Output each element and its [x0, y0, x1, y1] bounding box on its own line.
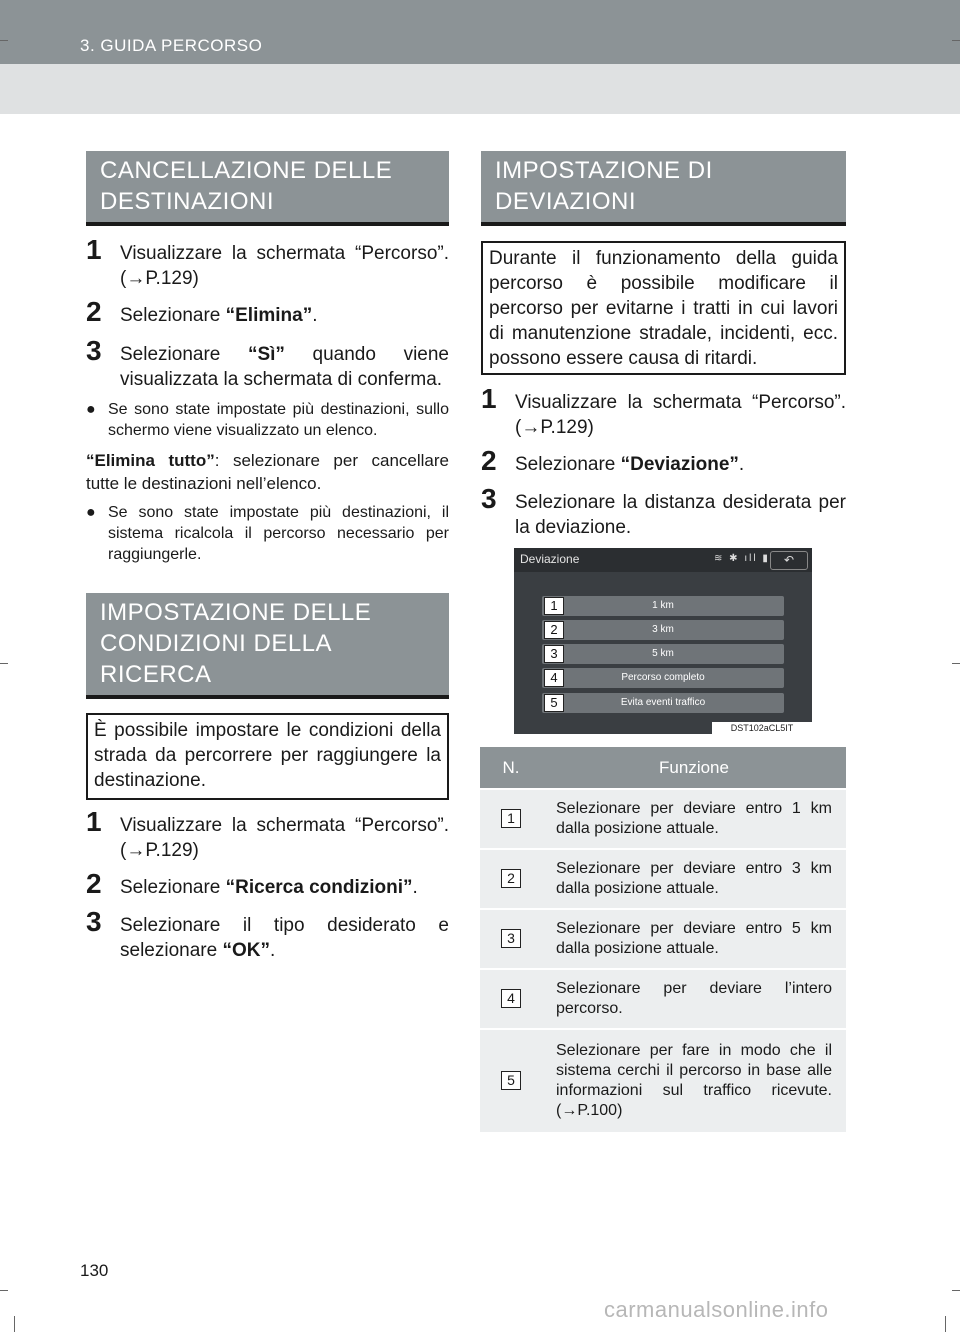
table-row — [480, 849, 846, 909]
step-text: Visualizzare la schermata “Percorso”. (→P.129) — [120, 243, 449, 289]
col-header-n: N. — [480, 747, 542, 789]
step-text-post: . — [412, 877, 418, 898]
crop-mark — [945, 1316, 946, 1332]
table-row — [480, 969, 846, 1029]
row-number-cell — [480, 849, 542, 909]
step-number: 3 — [86, 335, 102, 366]
step-2 — [86, 868, 449, 900]
step-text: Visualizzare la schermata “Percorso”. (→P.129) — [515, 392, 846, 438]
section-title-deviazioni — [481, 151, 846, 226]
bullet-text: Se sono state impostate più destinazioni, il sistema ricalcola il percorso necessario per raggiungerle. — [108, 504, 449, 563]
row-text: Selezionare per deviare entro 3 km dalla posizione attuale. — [542, 849, 846, 909]
section-title-line: CANCELLAZIONE DELLE — [100, 157, 393, 184]
step-text-post: . — [738, 454, 745, 475]
row-text: Selezionare per deviare entro 1 km dalla posizione attuale. — [542, 789, 846, 849]
step-text: Visualizzare la schermata “Percorso”. (→P.129) — [120, 815, 449, 861]
row-number: 5 — [501, 1071, 521, 1090]
page-number: 130 — [80, 1261, 109, 1280]
crop-mark — [0, 40, 8, 41]
table-row — [480, 909, 846, 969]
step-3 — [86, 335, 449, 392]
step-3 — [86, 906, 449, 963]
step-text-pre: Selezionare il tipo desiderato e selezionare — [120, 915, 449, 961]
row-number: 2 — [501, 869, 521, 888]
note-bullet — [86, 502, 449, 565]
section-title-line: DEVIAZIONI — [495, 188, 637, 215]
step-number: 3 — [86, 906, 102, 937]
crop-mark — [952, 663, 960, 664]
step-text-pre: Selezionare — [120, 344, 248, 365]
row-number-cell — [480, 1029, 542, 1133]
bullet-icon: ● — [86, 504, 96, 521]
option-full-route-button[interactable]: Percorso completo — [542, 668, 784, 688]
step-1 — [86, 806, 449, 863]
row-text: Selezionare per deviare l’intero percorso. — [542, 969, 846, 1029]
step-number: 2 — [86, 868, 102, 899]
step-text-bold: “Elimina” — [225, 305, 313, 326]
col-header-funzione: Funzione — [542, 747, 846, 789]
step-3 — [481, 483, 846, 540]
step-number: 3 — [481, 483, 497, 514]
step-text-bold: “OK” — [222, 940, 270, 961]
crop-mark — [952, 1290, 960, 1291]
back-icon[interactable]: ↶ — [770, 551, 808, 570]
row-number-cell — [480, 789, 542, 849]
intro-box: Durante il funzionamento della guida percorso è possibile modificare il percorso per evitarne i tratti in cui lavori di manutenzione stradale, incidenti, ecc. possono essere causa di ritardi. — [481, 241, 846, 375]
step-2 — [86, 296, 449, 328]
section-title-line: RICERCA — [100, 661, 212, 688]
section-title-line: DESTINAZIONI — [100, 188, 275, 215]
step-text-pre: Selezionare — [515, 454, 621, 475]
callout-number: 1 — [544, 597, 564, 615]
step-text-pre: Selezionare — [120, 305, 226, 326]
status-icons: ≋ ✱ ıll ▮ — [714, 553, 770, 564]
row-number: 3 — [501, 929, 521, 948]
option-5km-button[interactable]: 5 km — [542, 644, 784, 664]
table-row — [480, 789, 846, 849]
header-subband — [0, 64, 960, 114]
section-title-line: IMPOSTAZIONE DI — [495, 157, 713, 184]
row-text: Selezionare per deviare entro 5 km dalla posizione attuale. — [542, 909, 846, 969]
step-number: 1 — [481, 383, 497, 414]
step-text — [86, 342, 449, 392]
callout-number: 3 — [544, 645, 564, 663]
step-number: 1 — [86, 234, 102, 265]
intro-box: È possibile impostare le condizioni della strada da percorrere per raggiungere la destinazione. — [86, 713, 449, 800]
crop-mark — [14, 1316, 15, 1332]
image-code: DST102aCL5IT — [712, 722, 812, 734]
row-number-cell — [480, 969, 542, 1029]
step-text — [481, 452, 846, 477]
callout-number: 2 — [544, 621, 564, 639]
section-title-impostazione-condizioni — [86, 593, 449, 699]
crop-mark — [952, 40, 960, 41]
step-number: 1 — [86, 806, 102, 837]
section-title-cancellazione — [86, 151, 449, 226]
crop-mark — [0, 1290, 8, 1291]
screen-title: Deviazione — [520, 552, 580, 566]
step-text — [86, 875, 449, 900]
elimina-tutto-paragraph — [86, 449, 449, 495]
footer-watermark[interactable]: carmanualsonline.info — [604, 1297, 829, 1322]
row-number: 1 — [501, 809, 521, 828]
callout-number: 4 — [544, 669, 564, 687]
note-bullet — [86, 399, 449, 441]
row-number-cell — [480, 909, 542, 969]
step-text-bold: “Deviazione” — [620, 454, 739, 475]
row-text: Selezionare per fare in modo che il sistema cerchi il percorso in base alle informazioni sul traffico ricevute. (→P.100) — [542, 1029, 846, 1133]
callout-number: 5 — [544, 694, 564, 712]
para-text: : selezionare per cancellare tutte le destinazioni nell’elenco. — [86, 451, 449, 493]
option-1km-button[interactable]: 1 km — [542, 596, 784, 616]
step-1 — [86, 234, 449, 291]
step-2 — [481, 445, 846, 477]
section-title-line: CONDIZIONI DELLA — [100, 630, 333, 657]
bullet-text: Se sono state impostate più destinazioni, sullo schermo viene visualizzato un elenco. — [108, 401, 449, 439]
table-row — [480, 1029, 846, 1133]
step-text-post: . — [269, 940, 276, 961]
step-text-bold: “Sì” — [247, 344, 285, 365]
row-number: 4 — [501, 989, 521, 1008]
step-text-pre: Selezionare — [120, 877, 226, 898]
step-text — [86, 913, 449, 963]
option-avoid-traffic-button[interactable]: Evita eventi traffico — [542, 693, 784, 713]
step-number: 2 — [481, 445, 497, 476]
step-text — [86, 303, 449, 328]
step-text-bold: “Ricerca condizioni” — [225, 877, 413, 898]
step-1 — [481, 383, 846, 440]
para-bold: “Elimina tutto” — [86, 451, 215, 470]
step-text-post: quando viene visualizzata la schermata di conferma. — [120, 344, 449, 390]
table-header-row — [480, 747, 846, 789]
bullet-icon: ● — [86, 401, 96, 418]
option-3km-button[interactable]: 3 km — [542, 620, 784, 640]
step-text: Selezionare la distanza desiderata per la deviazione. — [515, 492, 846, 538]
step-text-post: . — [312, 305, 318, 326]
section-title-line: IMPOSTAZIONE DELLE — [100, 599, 372, 626]
function-table — [480, 747, 846, 1134]
deviation-screen — [514, 548, 812, 734]
chapter-title: 3. GUIDA PERCORSO — [80, 36, 263, 55]
crop-mark — [0, 663, 8, 664]
step-number: 2 — [86, 296, 102, 327]
